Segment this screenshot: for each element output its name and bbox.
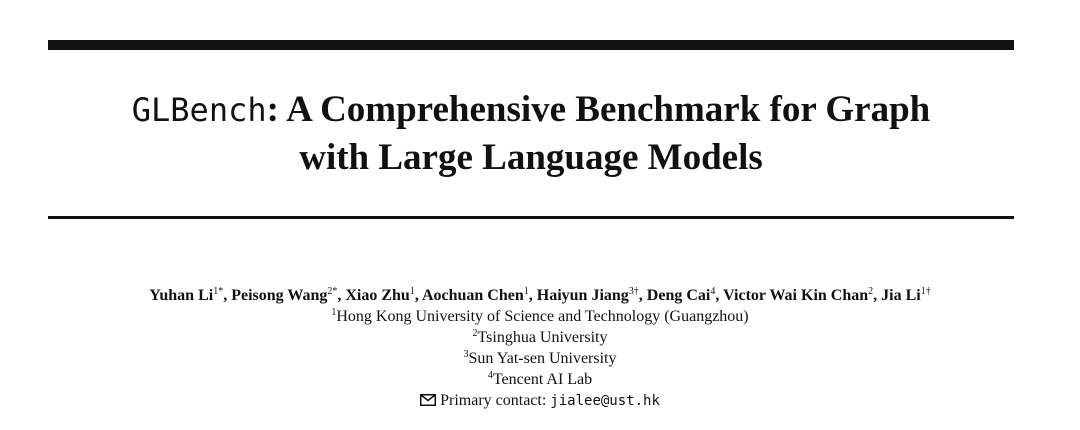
affiliation-number: 3 [463, 349, 469, 360]
primary-contact [0, 390, 1080, 412]
author-affiliation-mark: 3† [628, 286, 639, 297]
author-affiliation-mark: 1 [409, 286, 415, 297]
title-benchmark-name: GLBench [131, 91, 267, 129]
author-affiliation-mark: 2* [327, 286, 338, 297]
paper-title [48, 86, 1014, 182]
affiliation-name: Tencent AI Lab [492, 371, 593, 388]
author-affiliation-mark: 1 [523, 286, 529, 297]
contact-label: Primary contact: [440, 392, 547, 409]
author-list [0, 285, 1080, 306]
affiliation [0, 348, 1080, 369]
author: Yuhan $Li^{1*}$, [149, 286, 232, 304]
title-line-2: with Large Language Models [299, 137, 763, 178]
author-affiliation-mark: 4 [710, 286, 716, 297]
author: Peisong Wang$^{2*}$, [231, 286, 346, 304]
affiliation-number: 4 [487, 370, 493, 381]
affiliation [0, 327, 1080, 348]
affiliation-name: Tsinghua University [477, 329, 608, 346]
affiliation-number: 2 [472, 328, 478, 339]
affiliation [0, 306, 1080, 327]
affiliation-name: Hong Kong University of Science and Technology (Guangzhou) [336, 308, 749, 325]
bottom-rule [48, 216, 1014, 219]
affiliation-number: 1 [331, 307, 337, 318]
author: Victor Wai Kin Chan$^2$, [723, 286, 882, 304]
author-block [0, 285, 1080, 412]
author-affiliation-mark: 2 [868, 286, 874, 297]
author: Haiyun Jiang$^{3\dagger}$, [536, 286, 647, 304]
author: Xiao Zhu$^1$, [345, 286, 422, 304]
envelope-icon [420, 394, 436, 406]
title-line-1: : A Comprehensive Benchmark for Graph [266, 89, 931, 130]
affiliation [0, 369, 1080, 390]
affiliation-name: Sun Yat-sen University [468, 350, 617, 367]
author: Deng Cai$^4$, [646, 286, 724, 304]
contact-email[interactable]: jialee@ust.hk [550, 393, 660, 409]
top-rule [48, 40, 1014, 50]
author: Jia $Li^{1\dagger}$ [881, 286, 931, 304]
author-affiliation-mark: 1† [920, 286, 931, 297]
author: Aochuan Chen$^1$, [421, 286, 537, 304]
author-affiliation-mark: 1* [213, 286, 224, 297]
